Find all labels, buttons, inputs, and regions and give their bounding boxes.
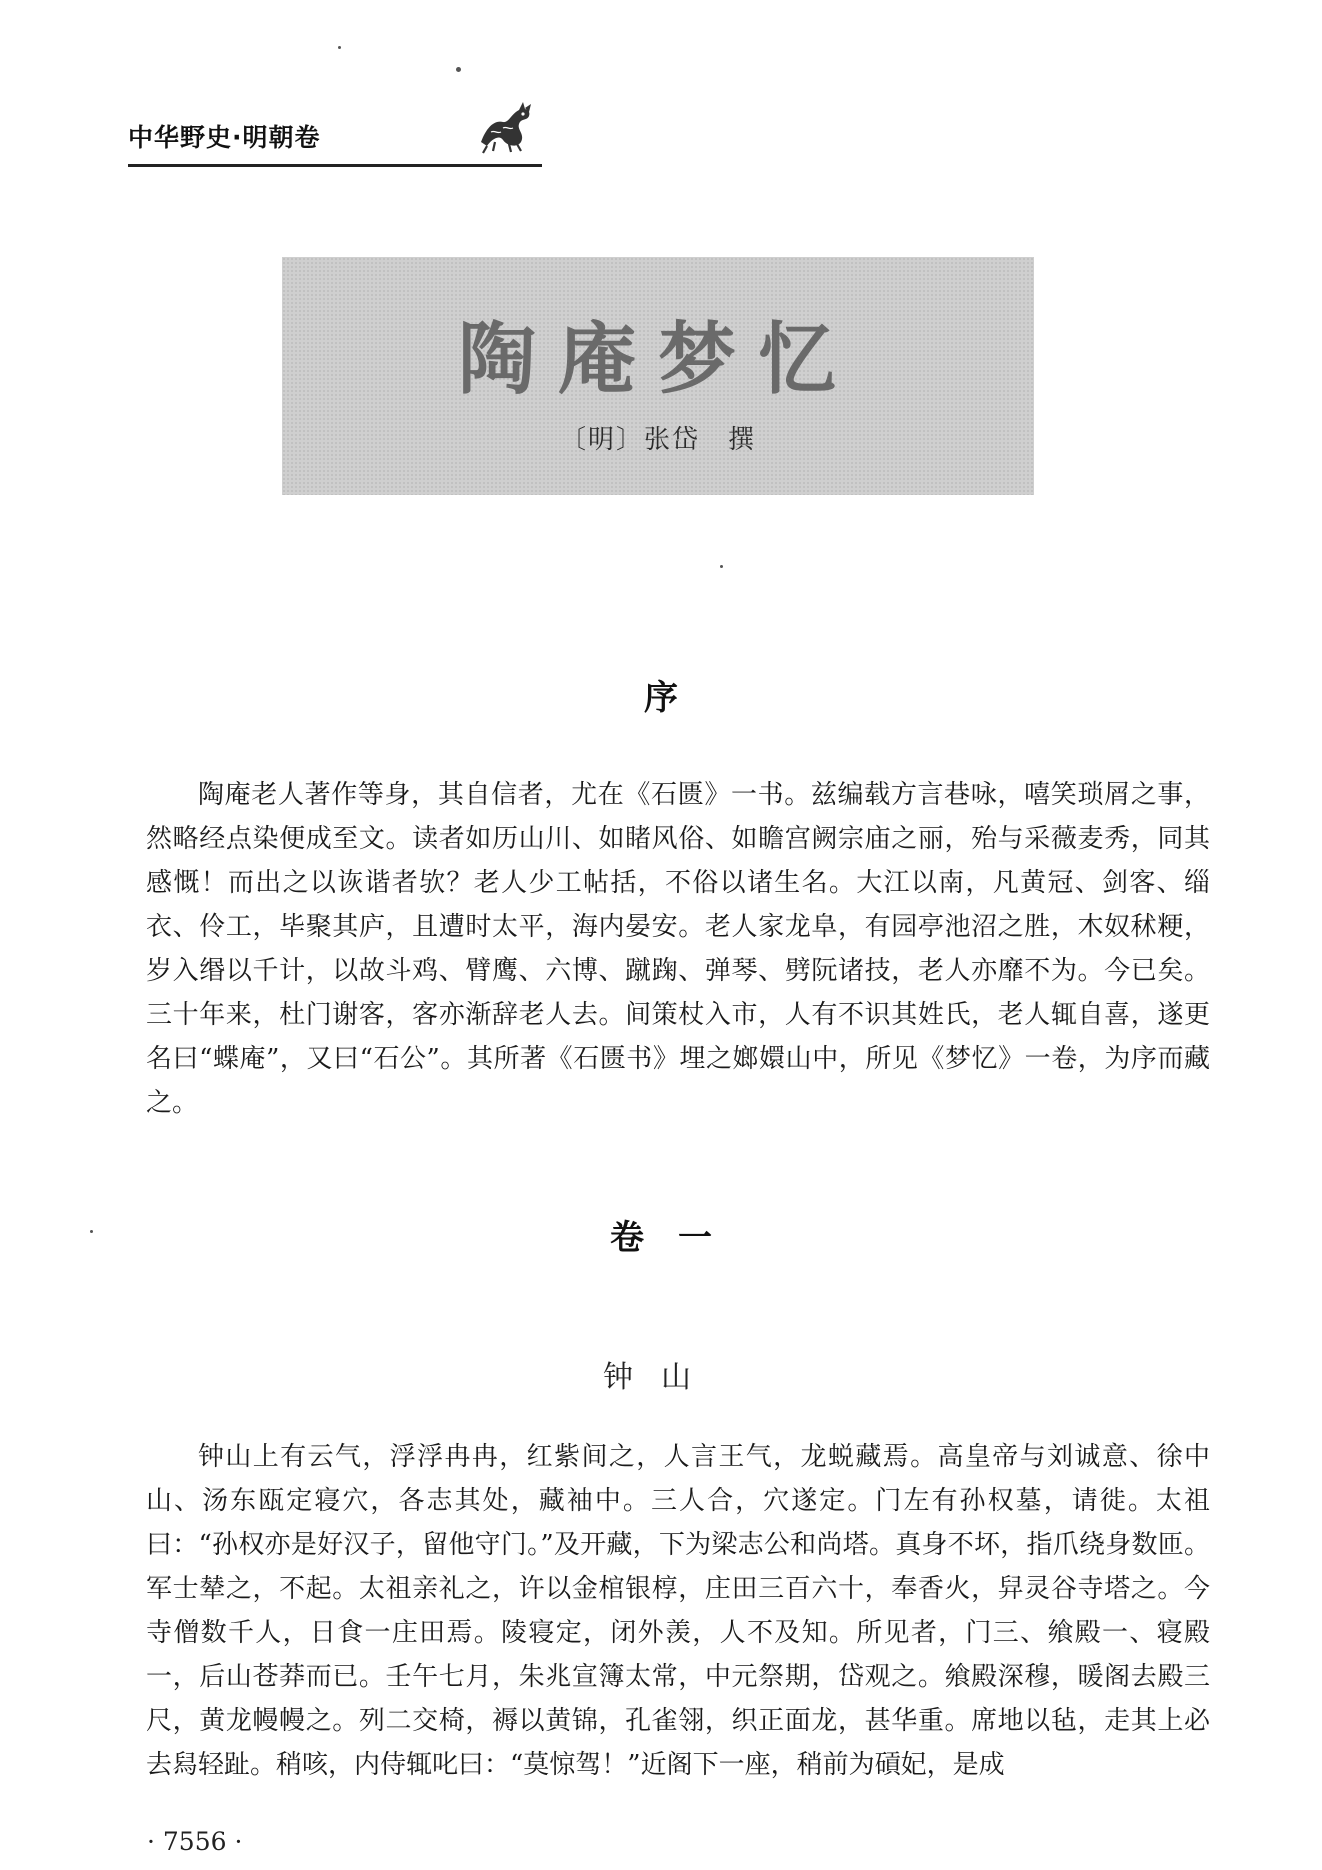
title-plate — [282, 257, 1034, 495]
running-header — [128, 118, 542, 170]
series-title: 中华野史·明朝卷 — [128, 123, 321, 152]
volume-heading: 卷 一 — [610, 1218, 712, 1258]
book-title: 陶庵梦忆 — [457, 314, 858, 405]
author-line: 〔明〕张岱 撰 — [559, 425, 756, 455]
print-speck — [456, 67, 461, 72]
chapter-title: 钟山 — [603, 1360, 719, 1395]
chapter-paragraph: 钟山上有云气，浮浮冉冉，红紫间之，人言王气，龙蜕藏焉。高皇帝与刘诚意、徐中山、汤东瓯定寝穴，各志其处，藏袖中。三人合，穴遂定。门左有孙权墓，请徙。太祖曰：“孙权亦是好汉子，留他守门。”及开藏，下为梁志公和尚塔。真身不坏，指爪绕身数匝。军士辇之，不起。太祖亲礼之，许以金棺银椁，庄田三百六十，奉香火，舁灵谷寺塔之。今寺僧数千人，日食一庄田焉。陵寝定，闭外羡，人不及知。所见者，门三、飨殿一、寝殿一，后山苍莽而已。壬午七月，朱兆宣簿太常，中元祭期，岱观之。飨殿深穆，暖阁去殿三尺，黄龙幔幔之。列二交椅，褥以黄锦，孔雀翎，织正面龙，甚华重。席地以毡，走其上必去舄轻趾。稍咳，内侍辄叱曰：“莫惊驾！”近阁下一座，稍前为碽妃，是成 — [146, 1442, 1210, 1780]
page-number: · 7556 · — [147, 1827, 243, 1856]
print-speck — [90, 1230, 93, 1233]
header-rule — [128, 164, 542, 167]
preface-heading: 序 — [644, 678, 678, 718]
preface-paragraph: 陶庵老人著作等身，其自信者，尤在《石匮》一书。兹编载方言巷咏，嘻笑琐屑之事，然略经点染便成至文。读者如历山川、如睹风俗、如瞻宫阙宗庙之丽，殆与采薇麦秀，同其感慨！而出之以诙谐者欤？老人少工帖括，不俗以诸生名。大江以南，凡黄冠、剑客、缁衣、伶工，毕聚其庐，且遭时太平，海内晏安。老人家龙阜，有园亭池沼之胜，木奴秫粳，岁入缗以千计，以故斗鸡、臂鹰、六博、蹴踘、弹琴、劈阮诸技，老人亦靡不为。今已矣。三十年来，杜门谢客，客亦渐辞老人去。间策杖入市，人有不识其姓氏，老人辄自喜，遂更名曰“蝶庵”，又曰“石公”。其所著《石匮书》埋之嫏嬛山中，所见《梦忆》一卷，为序而藏之。 — [146, 780, 1210, 1118]
print-speck — [720, 565, 723, 568]
print-speck — [338, 46, 341, 49]
dragon-emblem-icon — [473, 96, 537, 156]
